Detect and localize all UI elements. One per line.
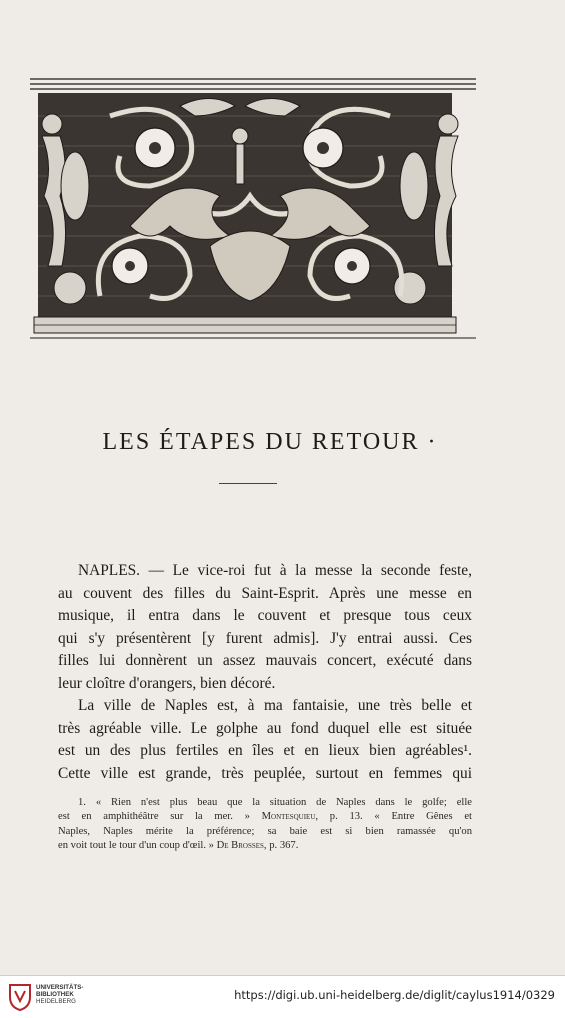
footnote-line — [58, 839, 472, 853]
footnote-author: De Brosses — [216, 840, 264, 852]
library-name-line: HEIDELBERG — [36, 998, 76, 1006]
body-line: NAPLES. — Le vice-roi fut à la messe la seconde feste, — [78, 562, 472, 579]
library-name[interactable] — [36, 984, 83, 1006]
body-line: qui s'y présentèrent [y furent admis]. J'y entrai aussi. Ces — [58, 629, 472, 647]
body-line: Cette ville est grande, très peuplée, surtout en femmes qui — [58, 764, 472, 782]
body-line: au couvent des filles du Saint-Esprit. Après une messe en — [58, 584, 472, 602]
footnote-text: en voit tout le tour d'un coup d'œil. » — [58, 840, 217, 852]
body-line: très agréable ville. Le golphe au fond duquel elle est située — [58, 719, 472, 737]
footnote-text: , p. 13. « Entre Gênes et — [315, 811, 472, 823]
footnote-line: 1. « Rien n'est plus beau que la situation de Naples dans le golfe; elle — [78, 797, 472, 808]
footnote-text: , p. 367. — [263, 840, 299, 852]
footnote-author: Montesquieu — [261, 811, 316, 823]
page-url-link[interactable]: https://digi.ub.uni-heidelberg.de/diglit/caylus1914/0329 — [234, 988, 555, 1002]
body-text — [58, 560, 472, 785]
body-line: filles lui donnèrent un assez mauvais concert, exécuté dans — [58, 652, 472, 669]
body-line: musique, il entra dans le couvent et presque tous ceux — [58, 607, 472, 624]
title-divider — [219, 483, 277, 484]
footnote — [58, 796, 472, 854]
footnote-line — [58, 810, 472, 824]
body-line: est un des plus fertiles en îles et en lieux bien agréables¹. — [58, 742, 472, 759]
footnote-text: est en amphithéâtre sur la mer. » — [58, 811, 262, 823]
chapter-title-mark: · — [427, 429, 438, 455]
chapter-title — [60, 428, 480, 456]
viewer-footer — [0, 975, 565, 1018]
ornamental-headpiece — [30, 76, 476, 340]
library-name-line: UNIVERSITÄTS- — [36, 984, 84, 991]
university-seal-icon[interactable] — [8, 983, 32, 1011]
footnote-line: Naples, Naples mérite la préférence; sa baie est si bien ramassée qu'on — [58, 825, 472, 837]
body-line: leur cloître d'orangers, bien décoré. — [58, 674, 276, 692]
chapter-title-text: LES ÉTAPES DU RETOUR — [102, 429, 420, 455]
library-name-line: BIBLIOTHEK — [36, 991, 74, 999]
body-line: La ville de Naples est, à ma fantaisie, une très belle et — [78, 697, 472, 714]
